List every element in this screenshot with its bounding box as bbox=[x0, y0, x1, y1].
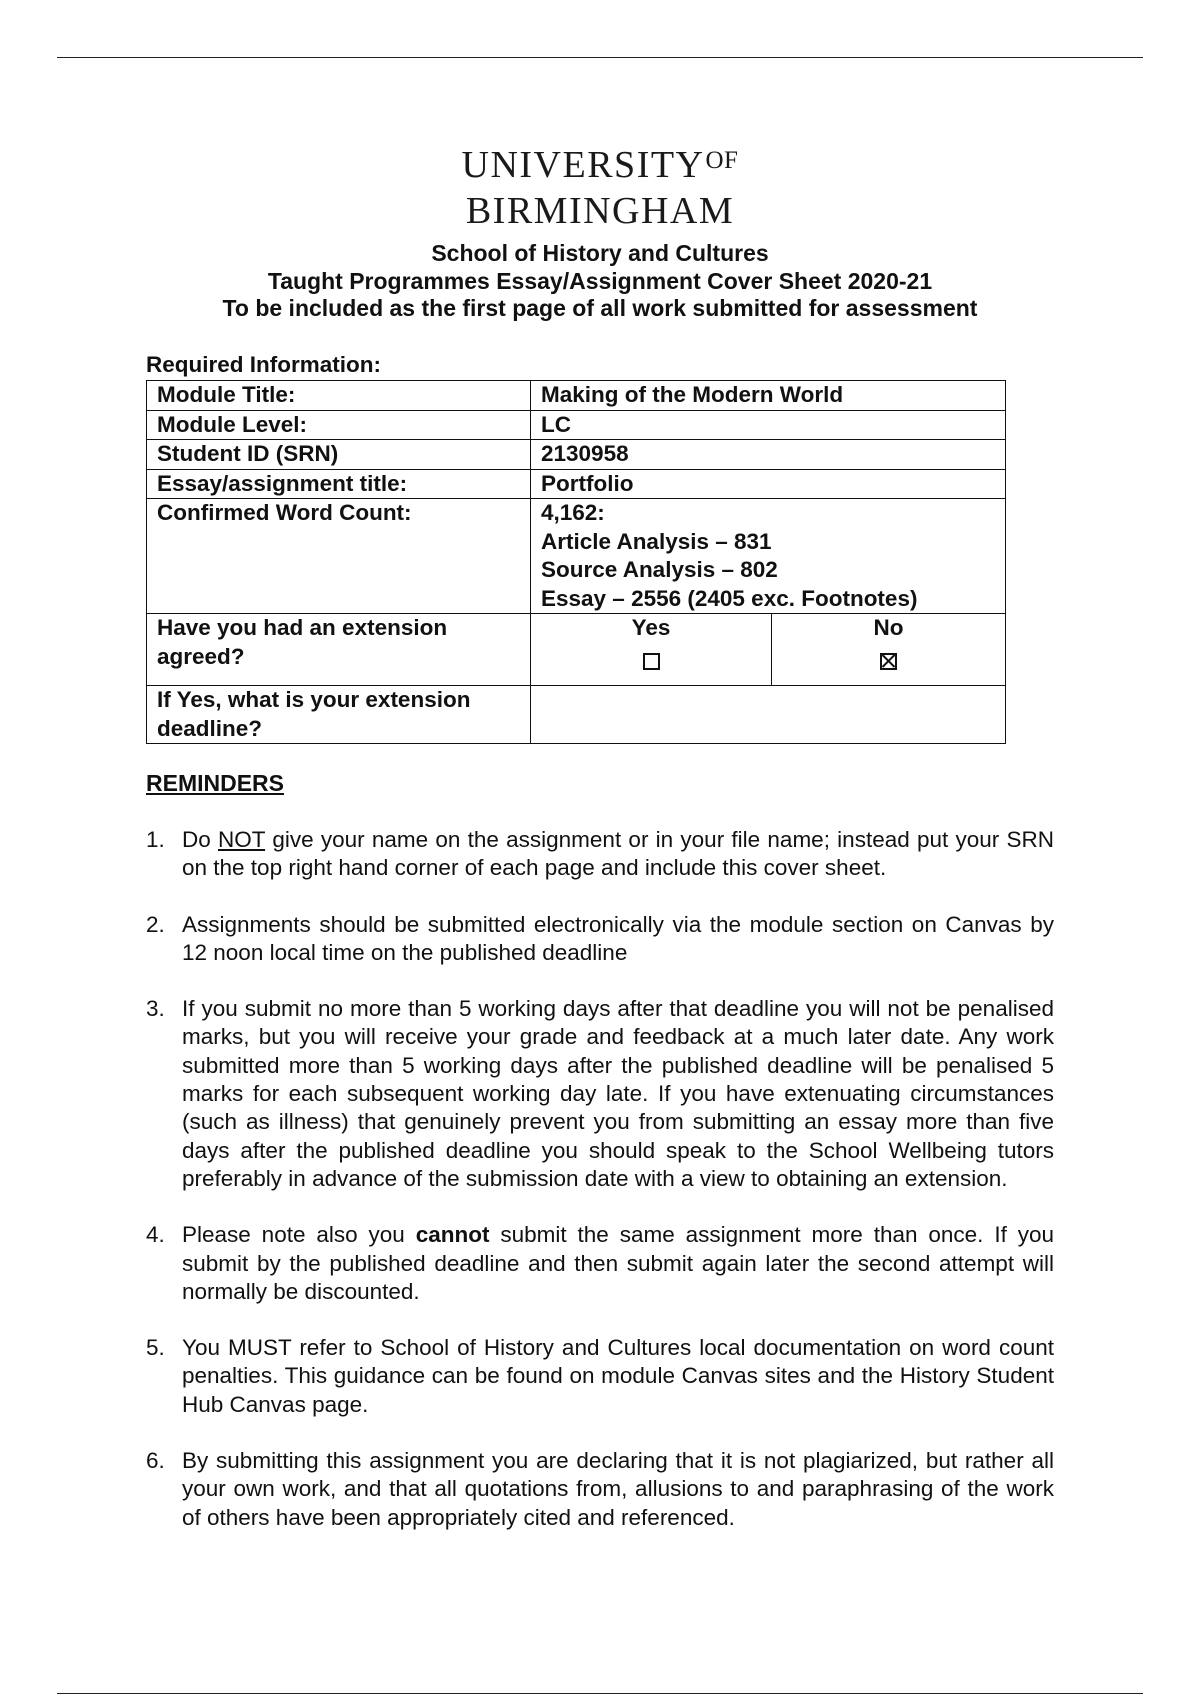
extension-no-cell bbox=[772, 614, 1006, 686]
emphasis-not: NOT bbox=[218, 827, 266, 852]
top-rule bbox=[57, 57, 1143, 58]
table-row bbox=[147, 469, 1006, 499]
extension-deadline-value bbox=[531, 686, 1006, 744]
table-row bbox=[147, 410, 1006, 440]
document-heading bbox=[0, 240, 1200, 323]
extension-yes-cell bbox=[531, 614, 772, 686]
word-count-article: Article Analysis – 831 bbox=[541, 528, 772, 554]
list-item: 2. Assignments should be submitted electronically via the module section on Canvas by 12 noon local time on the published deadline bbox=[146, 911, 1054, 965]
extension-yes-label: Yes bbox=[631, 615, 671, 640]
word-count-value bbox=[531, 499, 1006, 614]
reminders-heading: REMINDERS bbox=[146, 770, 285, 796]
list-item: 3. If you submit no more than 5 working days after that deadline you will not be penalised marks, but you will receive your grade and feedback at a much later date. Any work submitted more than 5 working days after the published deadline will be penalised 5 marks for each subsequent working day late. If you have extenuating circumstances (such as illness) that genuinely prevent you from submitting an essay more than five days after the published deadline you should speak to the School Wellbeing tutors preferably in advance of the submission date with a view to obtaining an extension. bbox=[146, 996, 1054, 1191]
required-information-table bbox=[146, 380, 1006, 744]
extension-yes-checkbox[interactable] bbox=[643, 653, 660, 670]
list-item: 4. Please note also you cannot submit the same assignment more than once. If you submit by the published deadline and then submit again later the second attempt will normally be discounted. bbox=[146, 1222, 1054, 1304]
table-row bbox=[147, 381, 1006, 411]
module-title-value: Making of the Modern World bbox=[531, 381, 1006, 411]
table-row bbox=[147, 686, 1006, 744]
list-item: 6. By submitting this assignment you are declaring that it is not plagiarized, but rather all your own work, and that all quotations from, allusions to and paraphrasing of the work of others have been appropriately cited and referenced. bbox=[146, 1448, 1054, 1530]
module-title-label: Module Title: bbox=[147, 381, 531, 411]
required-information-label: Required Information: bbox=[146, 352, 381, 377]
list-item: 1. Do NOT give your name on the assignment or in your file name; instead put your SRN on the top right hand corner of each page and include this cover sheet. bbox=[146, 827, 1054, 881]
logo-of-text: OF bbox=[705, 147, 739, 174]
module-level-label: Module Level: bbox=[147, 410, 531, 440]
submission-instruction: To be included as the first page of all work submitted for assessment bbox=[222, 295, 978, 321]
extension-no-checkbox[interactable] bbox=[880, 653, 897, 670]
list-number: 2. bbox=[146, 911, 165, 937]
extension-deadline-label: If Yes, what is your extension deadline? bbox=[147, 686, 531, 744]
student-id-label: Student ID (SRN) bbox=[147, 440, 531, 470]
word-count-total: 4,162: bbox=[541, 500, 605, 525]
list-number: 3. bbox=[146, 996, 165, 1022]
reminders-list bbox=[146, 826, 1054, 1560]
logo-university-text: UNIVERSITY bbox=[461, 144, 705, 186]
list-number: 4. bbox=[146, 1222, 165, 1248]
sheet-title: Taught Programmes Essay/Assignment Cover Sheet 2020-21 bbox=[267, 267, 933, 294]
table-row bbox=[147, 440, 1006, 470]
list-number: 5. bbox=[146, 1335, 165, 1361]
list-number: 1. bbox=[146, 827, 165, 852]
list-number: 6. bbox=[146, 1448, 165, 1474]
table-row bbox=[147, 499, 1006, 614]
extension-question-label: Have you had an extension agreed? bbox=[147, 614, 531, 686]
school-name: School of History and Cultures bbox=[431, 240, 769, 266]
student-id-value: 2130958 bbox=[531, 440, 1006, 470]
module-level-value: LC bbox=[531, 410, 1006, 440]
essay-title-value: Portfolio bbox=[531, 469, 1006, 499]
logo-birmingham-text: BIRMINGHAM bbox=[465, 190, 735, 232]
list-item: 5. You MUST refer to School of History and Cultures local documentation on word count penalties. This guidance can be found on module Canvas sites and the History Student Hub Canvas page. bbox=[146, 1335, 1054, 1417]
word-count-source: Source Analysis – 802 bbox=[541, 557, 778, 582]
emphasis-cannot: cannot bbox=[415, 1222, 490, 1248]
word-count-label: Confirmed Word Count: bbox=[147, 499, 531, 614]
bottom-rule bbox=[57, 1693, 1143, 1694]
university-logo bbox=[0, 138, 1200, 234]
table-row bbox=[147, 614, 1006, 686]
word-count-essay: Essay – 2556 (2405 exc. Footnotes) bbox=[541, 585, 918, 611]
essay-title-label: Essay/assignment title: bbox=[147, 469, 531, 499]
extension-no-label: No bbox=[873, 615, 904, 640]
